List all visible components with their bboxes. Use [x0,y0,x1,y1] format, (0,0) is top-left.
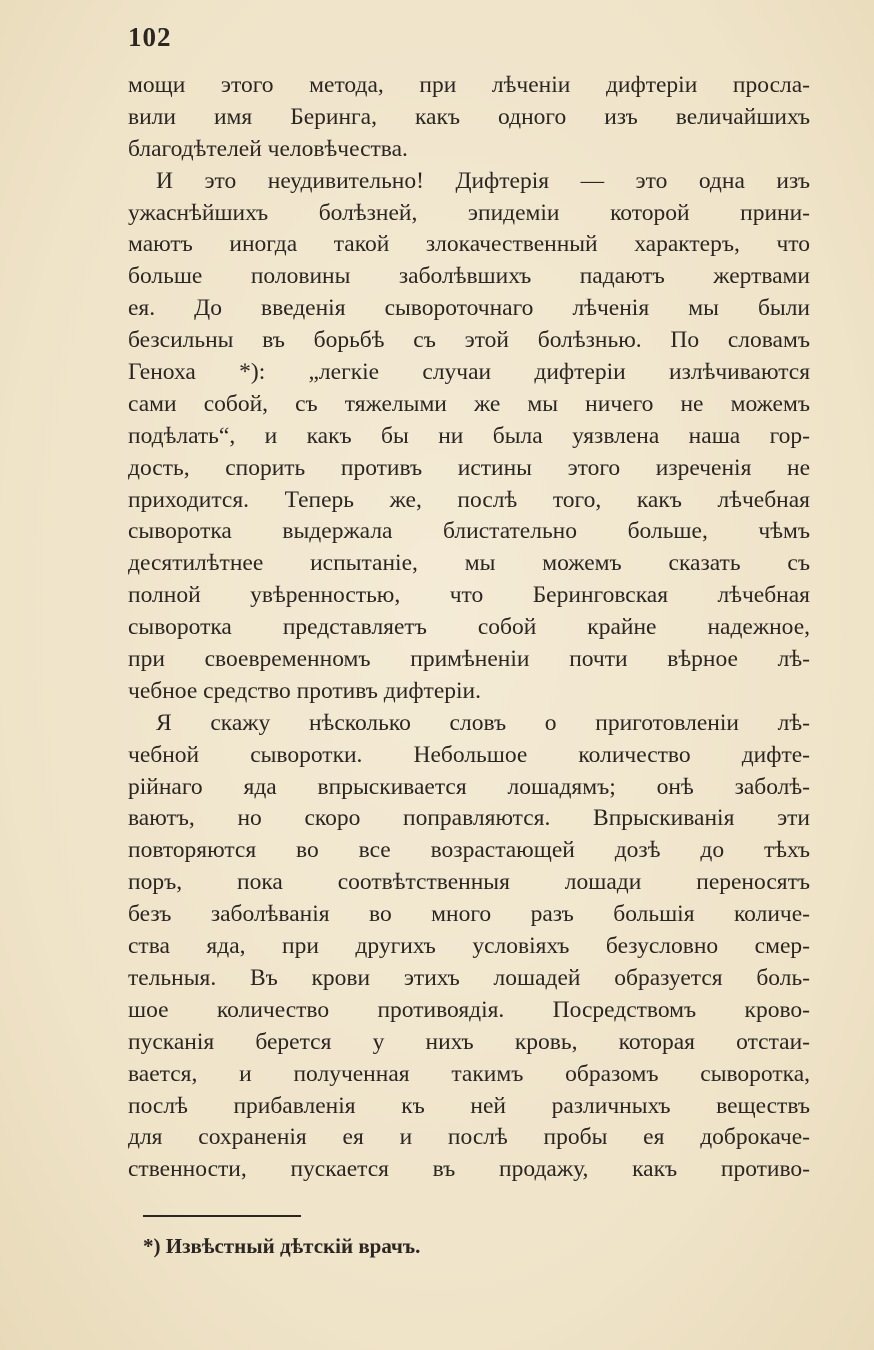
text-line: поръ, пока соотвѣтственныя лошади переносятъ [128,869,810,896]
text-line: И это неудивительно! Дифтерія — это одна изъ [156,167,810,194]
text-line: приходится. Теперь же, послѣ того, какъ лѣчебная [128,486,810,513]
text-line: безсильны въ борьбѣ съ этой болѣзнью. По словамъ [128,327,810,354]
body-text [128,70,810,1186]
text-line: ужаснѣйшихъ болѣзней, эпидеміи которой прини- [128,199,810,226]
text-line: чебной сыворотки. Небольшое количество дифте- [128,741,810,768]
text-line: больше половины заболѣвшихъ падаютъ жертвами [128,263,810,290]
text-line: Геноха *): „легкіе случаи дифтеріи излѣчиваются [128,359,810,386]
text-line: мощи этого метода, при лѣченіи дифтеріи просла- [128,72,810,98]
text-line: безъ заболѣванія во много разъ большія количе- [128,901,810,928]
text-line: пусканія берется у нихъ кровь, которая отстаи- [128,1028,810,1055]
footnote-divider [143,1215,301,1217]
text-line: маютъ иногда такой злокачественный характеръ, что [128,231,810,258]
text-line: сыворотка представляетъ собой крайне надежное, [128,614,810,641]
text-line: ственности, пускается въ продажу, какъ противо- [128,1156,810,1183]
text-line: ства яда, при другихъ условіяхъ безусловно смер- [128,933,810,960]
text-line: повторяются во все возрастающей дозѣ до тѣхъ [128,837,810,864]
text-line: полной увѣренностью, что Беринговская лѣчебная [128,582,810,609]
text-line: вили имя Беринга, какъ одного изъ величайшихъ [128,103,810,130]
text-line: при своевременномъ примѣненіи почти вѣрное лѣ- [128,646,810,673]
page-number: 102 [128,22,172,52]
text-line: дость, спорить противъ истины этого изреченія не [128,454,810,481]
text-line: чебное средство противъ дифтеріи. [128,677,481,704]
text-line: вается, и полученная такимъ образомъ сыворотка, [128,1060,810,1087]
text-line: десятилѣтнее испытаніе, мы можемъ сказать съ [128,550,810,577]
text-line: послѣ прибавленія къ ней различныхъ веществъ [128,1092,810,1119]
text-line: тельныя. Въ крови этихъ лошадей образуется боль- [128,964,810,991]
text-line: ваютъ, но скоро поправляются. Впрыскиванія эти [128,805,810,832]
text-line: сыворотка выдержала блистательно больше, чѣмъ [128,518,810,545]
text-line: для сохраненія ея и послѣ пробы ея доброкаче- [128,1124,810,1151]
text-line: рійнаго яда впрыскивается лошадямъ; онѣ заболѣ- [128,773,810,800]
footnote: *) Извѣстный дѣтскій врачъ. [143,1234,421,1258]
text-line: ея. До введенія сывороточнаго лѣченія мы были [128,295,810,322]
text-line: Я скажу нѣсколько словъ о приготовленіи лѣ- [156,709,810,736]
text-line: подѣлать“, и какъ бы ни была уязвлена наша гор- [128,422,810,449]
text-line: шое количество противоядія. Посредствомъ крово- [128,996,810,1023]
text-line: благодѣтелей человѣчества. [128,135,408,162]
text-line: сами собой, съ тяжелыми же мы ничего не можемъ [128,390,810,417]
